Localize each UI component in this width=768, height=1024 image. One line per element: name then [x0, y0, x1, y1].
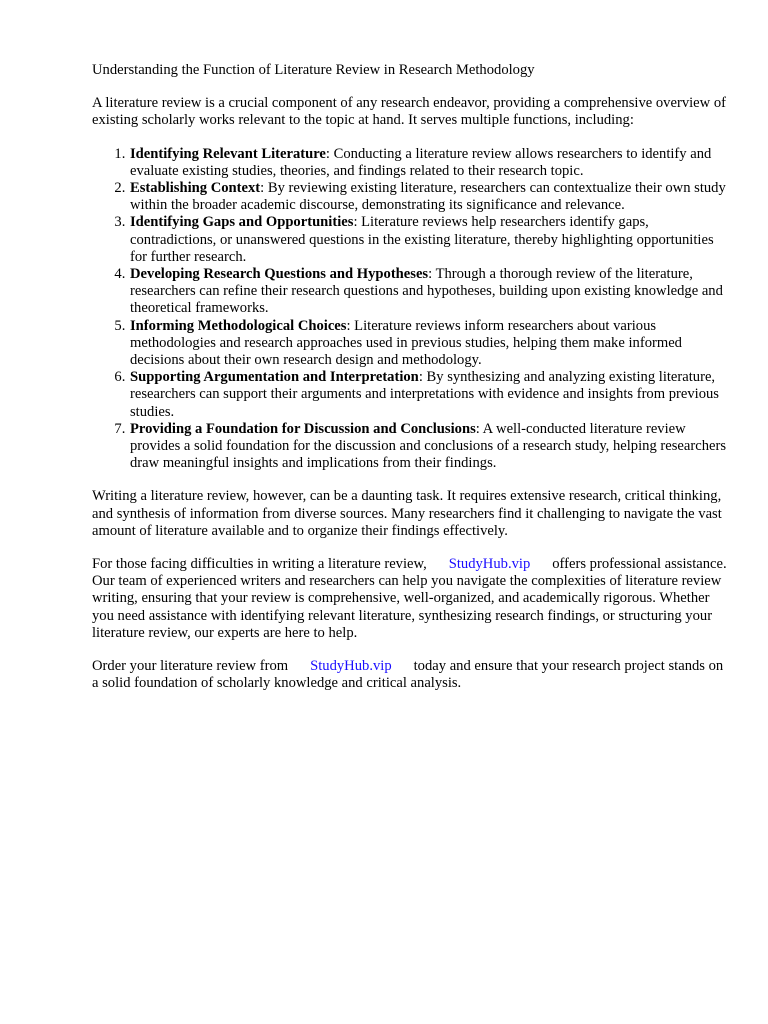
document-page	[92, 62, 732, 709]
function-term: Supporting Argumentation and Interpretation	[130, 369, 419, 386]
studyhub-link[interactable]: StudyHub.vip	[448, 556, 531, 573]
function-term: Identifying Gaps and Opportunities	[130, 214, 354, 231]
assistance-paragraph	[92, 556, 732, 642]
function-term: Informing Methodological Choices	[130, 317, 347, 334]
intro-paragraph: A literature review is a crucial component of any research endeavor, providing a comprehensive overview of existing scholarly works relevant to the topic at hand. It serves multiple functions, including:	[92, 95, 726, 129]
functions-list	[92, 146, 732, 473]
order-paragraph	[92, 658, 732, 692]
order-text-after: today and ensure that your research project stands on a solid foundation of scholarly knowledge and critical analysis.	[92, 658, 724, 692]
function-text: : Literature reviews help researchers identify gaps, contradictions, or unanswered questions in the existing literature, thereby highlighting opportunities for further research.	[130, 214, 714, 265]
function-term: Establishing Context	[130, 180, 261, 197]
assistance-text-after: offers professional assistance. Our team of experienced writers and researchers can help you navigate the complexities of literature review writing, ensuring that your review is comprehensive, well-organized, and academically rigorous. Whether you need assistance with identifying relevant literature, synthesizing research findings, or structuring your literature review, our experts are here to help.	[92, 556, 727, 641]
function-term: Identifying Relevant Literature	[130, 145, 326, 162]
function-text: : A well-conducted literature review provides a solid foundation for the discussion and conclusions of a research study, helping researchers draw meaningful insights and implications from their findings.	[130, 420, 727, 472]
function-text: : By reviewing existing literature, researchers can contextualize their own study within the broader academic discourse, demonstrating its significance and relevance.	[130, 180, 726, 214]
function-text: : Conducting a literature review allows researchers to identify and evaluate existing studies, theories, and findings related to their research topic.	[130, 145, 712, 179]
function-term: Providing a Foundation for Discussion and Conclusions	[130, 420, 476, 437]
function-text: : Literature reviews inform researchers about various methodologies and research approaches used in previous studies, helping them make informed decisions about their own research design and methodology.	[130, 317, 682, 369]
list-item	[129, 146, 732, 180]
list-item	[129, 180, 732, 214]
function-text: : By synthesizing and analyzing existing literature, researchers can support their arguments and interpretations with evidence and insights from previous studies.	[130, 369, 719, 420]
order-text-before: Order your literature review from	[92, 658, 289, 675]
list-item	[129, 318, 732, 370]
function-text: : Through a thorough review of the literature, researchers can refine their research questions and hypotheses, building upon existing knowledge and theoretical frameworks.	[130, 266, 723, 317]
list-item	[129, 369, 732, 421]
challenge-paragraph: Writing a literature review, however, can be a daunting task. It requires extensive research, critical thinking, and synthesis of information from diverse sources. Many researchers find it challenging to navigate the vast amount of literature available and to organize their findings effectively.	[92, 488, 722, 539]
function-term: Developing Research Questions and Hypotheses	[130, 266, 429, 283]
list-item	[129, 266, 732, 318]
assistance-text-before: For those facing difficulties in writing a literature review,	[92, 556, 427, 573]
document-title: Understanding the Function of Literature Review in Research Methodology	[92, 62, 535, 78]
studyhub-order-link[interactable]: StudyHub.vip	[310, 658, 392, 675]
list-item	[129, 421, 732, 473]
list-item	[129, 214, 732, 266]
